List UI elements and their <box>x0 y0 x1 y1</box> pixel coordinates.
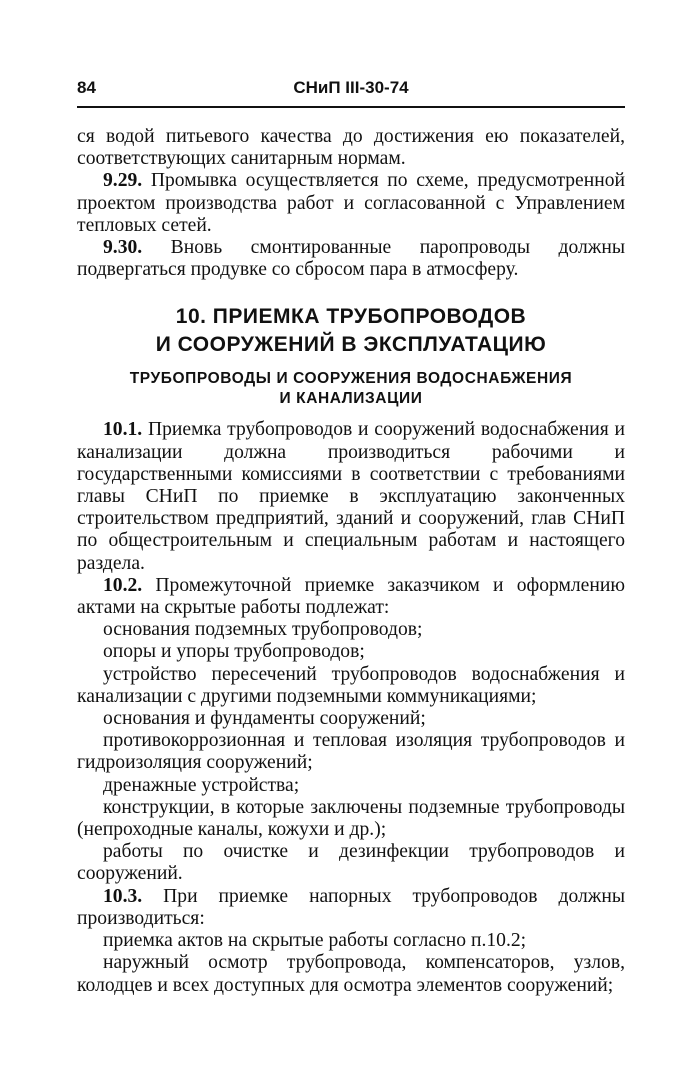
list-item: основания и фундаменты сооружений; <box>103 708 426 730</box>
list-item: конструкции, в которые заключены подземные трубопроводы (непроходные каналы, кожухи и др.); <box>77 796 625 841</box>
list-item: основания подземных трубопроводов; <box>103 619 423 641</box>
document-page <box>77 74 625 997</box>
list-item: приемка актов на скрытые работы согласно п.10.2; <box>103 930 527 952</box>
list-item: дренажные устройства; <box>103 774 300 796</box>
header-rule <box>77 106 625 108</box>
list-item: опоры и упоры трубопроводов; <box>103 641 365 663</box>
clause-number: 10.1. <box>103 419 143 441</box>
section-subtitle: ТРУБОПРОВОДЫ И СООРУЖЕНИЯ ВОДОСНАБЖЕНИЯ И КАНАЛИЗАЦИИ <box>129 370 573 408</box>
document-code: СНиП III-30-74 <box>293 78 409 97</box>
intro-text <box>77 126 625 281</box>
running-header <box>77 74 625 104</box>
paragraph: ся водой питьевого качества до достижения ею показателей, соответствующих санитарным нормам. <box>77 126 625 170</box>
clause-number: 9.29. <box>103 170 143 192</box>
section-title: 10. ПРИЕМКА ТРУБОПРОВОДОВ И СООРУЖЕНИЙ В ЭКСПЛУАТАЦИЮ <box>155 305 547 357</box>
page-number: 84 <box>77 78 96 97</box>
clause-number: 9.30. <box>103 237 143 259</box>
clause-number: 10.3. <box>103 885 143 907</box>
paragraph-10-2: 10.2. Промежуточной приемке заказчиком и оформлению актами на скрытые работы подлежат: <box>77 574 625 619</box>
list-item: наружный осмотр трубопровода, компенсаторов, узлов, колодцев и всех доступных для осмотра элементов сооружений; <box>77 952 625 996</box>
clause-number: 10.2. <box>103 574 143 596</box>
body-text <box>77 419 625 996</box>
paragraph-10-1: 10.1. Приемка трубопроводов и сооружений водоснабжения и канализации должна производиться рабочими и государственными комиссиями в соответствии с требованиями главы СНиП по приемке в эксплуатацию законченных строительством предприятий, зданий и сооружений, глав СНиП по общестроительным и специальным работам и настоящего раздела. <box>77 419 625 574</box>
list-item: противокоррозионная и тепловая изоляция трубопроводов и гидроизоляция сооружений; <box>77 730 625 774</box>
list-item: устройство пересечений трубопроводов водоснабжения и канализации с другими подземными коммуникациями; <box>77 663 625 707</box>
paragraph-9-30: 9.30. Вновь смонтированные паропроводы должны подвергаться продувке со сбросом пара в атмосферу. <box>77 237 625 281</box>
list-item: работы по очистке и дезинфекции трубопроводов и сооружений. <box>77 841 625 885</box>
paragraph-10-3: 10.3. При приемке напорных трубопроводов должны производиться: <box>77 885 625 929</box>
paragraph-9-29: 9.29. Промывка осуществляется по схеме, предусмотренной проектом производства работ и согласованной с Управлением тепловых сетей. <box>77 170 625 236</box>
